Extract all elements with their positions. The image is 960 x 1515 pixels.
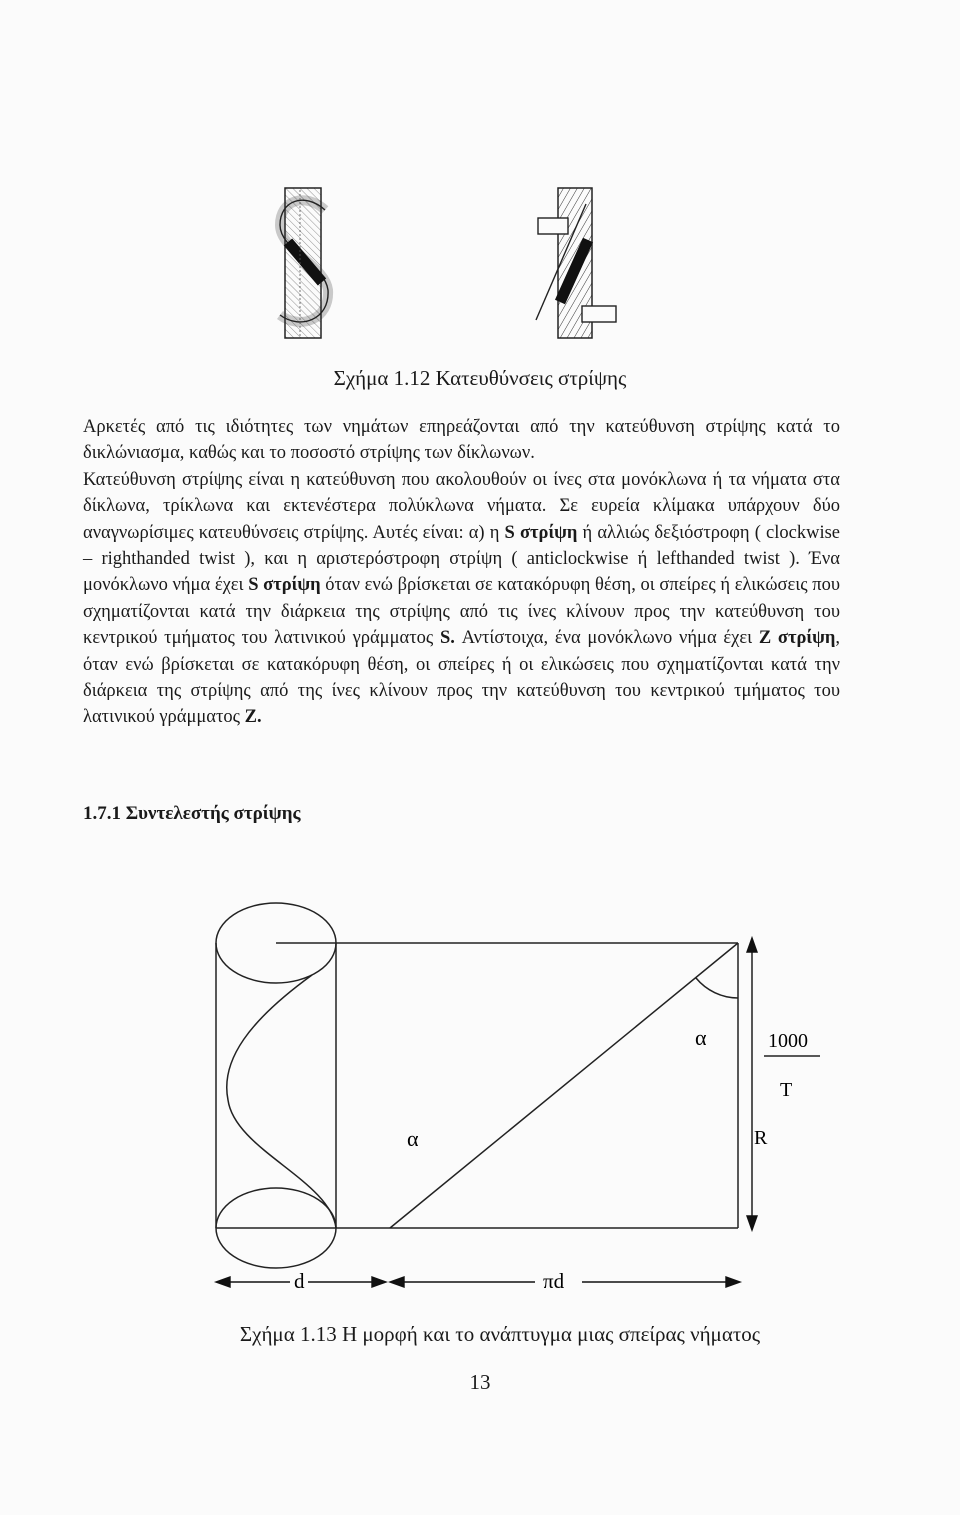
cylinder-drawing xyxy=(216,903,336,1268)
page-number: 13 xyxy=(469,1370,491,1394)
height-label: R xyxy=(754,1127,768,1149)
fraction-numerator: 1000 xyxy=(768,1030,808,1052)
section-heading: 1.7.1 Συντελεστής στρίψης xyxy=(83,803,301,824)
bold-term-z-twist: Z στρίψη xyxy=(758,628,836,649)
angle-arc-lower xyxy=(368,1158,400,1190)
height-arrow xyxy=(747,938,757,1230)
development-diagram xyxy=(216,943,738,1228)
circumference-label: πd xyxy=(543,1269,565,1293)
text-segment: Αντίστοιχα, ένα μονόκλωνο νήμα έχει xyxy=(454,628,759,649)
bold-letter-s: S. xyxy=(439,628,455,649)
body-text xyxy=(83,414,840,731)
text-segment: , όταν ενώ βρίσκεται σε κατακόρυφη θέση, οι σπείρες ή οι ελικώσεις που σχηματίζονται κατά την διάρκεια της στρίψης από της ίνες κλίνουν προς την κατεύθυνση του κεντρικού τμήματος του λατινικού γράμματος xyxy=(83,628,840,728)
angle-label-top: α xyxy=(695,1025,707,1050)
z-twist-diagram xyxy=(536,188,616,338)
paragraph-2 xyxy=(83,467,840,731)
bold-term-s-twist: S στρίψη xyxy=(248,575,321,596)
fraction-denominator: T xyxy=(780,1079,793,1101)
text-segment: όταν ενώ βρίσκεται σε κατακόρυφη θέση, οι σπείρες ή ελικώσεις που σχηματίζονται κατά την διάρκεια της στρίψης από τις ίνες κλίνουν προς την κατεύθυνση του κεντρικού τμήματος του λατινικού γράμματος xyxy=(83,575,841,649)
twist-direction-figure xyxy=(270,180,630,345)
figure-1-12-caption: Σχήμα 1.12 Κατευθύνσεις στρίψης xyxy=(333,366,627,390)
angle-label-left: α xyxy=(407,1126,419,1151)
diameter-label: d xyxy=(294,1269,305,1293)
text-segment: ή αλλιώς δεξιόστροφη ( clockwise – righthanded twist ), και η αριστερόστροφη στρίψη ( anticlockwise ή lefthanded twist ). Ένα μονόκλωνο νήμα έχει xyxy=(83,522,840,596)
text-segment: Κατεύθυνση στρίψης είναι η κατεύθυνση που ακολουθούν οι ίνες στα μονόκλωνα ή τα νήματα στα δίκλωνα, τρίκλωνα και εκτενέστερα πολύκλωνα νήματα. Σε ευρεία κλίμακα υπάρχουν δύο αναγνωρίσιμες κατευθύνσεις στρίψης. Αυτές είναι: α) η xyxy=(83,469,840,543)
figure-1-13-caption: Σχήμα 1.13 Η μορφή και το ανάπτυγμα μιας σπείρας νήματος xyxy=(239,1322,761,1346)
bold-term-s-twist: S στρίψη xyxy=(504,522,578,543)
circumference-arrow xyxy=(390,1277,740,1287)
helix-development-figure xyxy=(190,890,830,1310)
bold-letter-z: Z. xyxy=(244,707,262,728)
s-twist-diagram xyxy=(280,188,328,338)
text-segment: Αρκετές από τις ιδιότητες των νημάτων επηρεάζονται από την κατεύθυνση στρίψης κατά το δικλώνιασμα, καθώς και το ποσοστό στρίψης των δίκλωνων. xyxy=(83,417,840,464)
paragraph-1 xyxy=(83,414,840,467)
